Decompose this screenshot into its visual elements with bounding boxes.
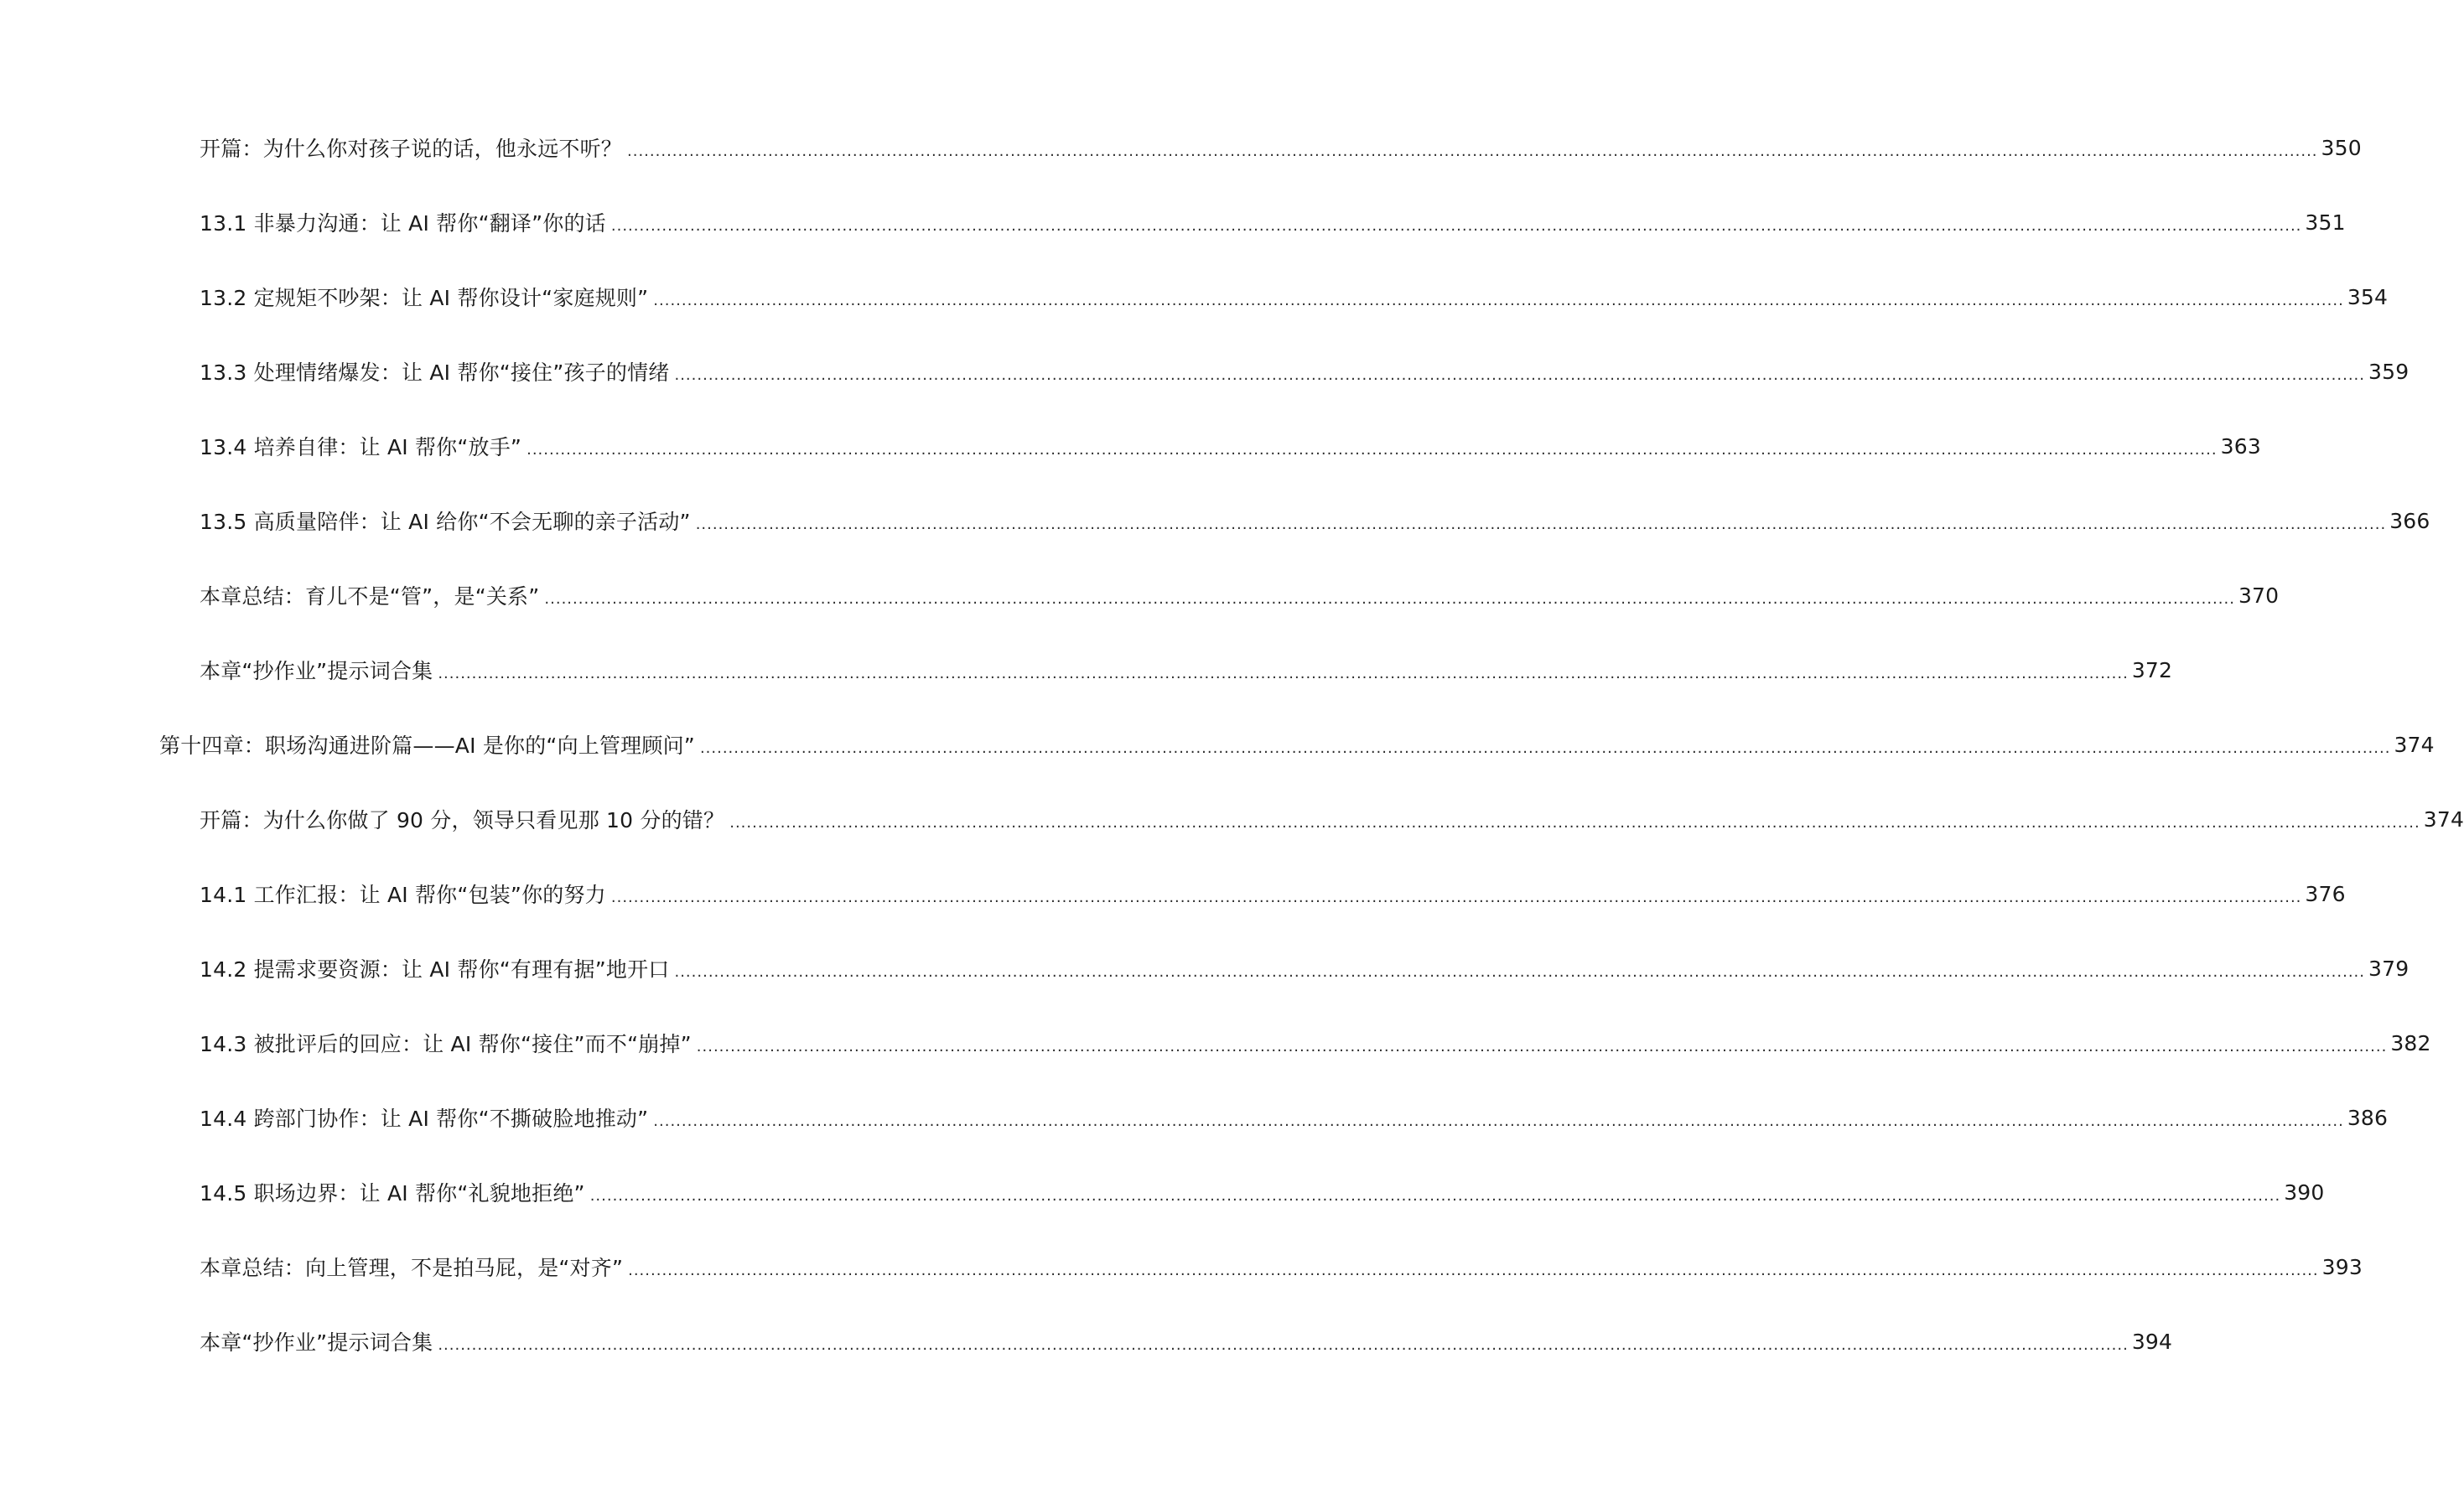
dot-leader: ............................................................................................................................................................................................................................................................................................................ [699,739,2391,757]
toc-section-entry[interactable] [200,278,2389,315]
toc-section-entry[interactable] [200,950,2410,987]
toc-entry-title: 13.3 处理情绪爆发：让 AI 帮你“接住”孩子的情绪 [200,360,670,385]
dot-leader: ............................................................................................................................................................................................................................................................................................................ [438,664,2129,682]
toc-page-number: 382 [2390,1030,2431,1055]
toc-section-entry[interactable] [200,875,2346,912]
toc-page-number: 393 [2321,1254,2363,1279]
dot-leader: ............................................................................................................................................................................................................................................................................................................ [544,589,2235,608]
toc-page-number: 386 [2347,1105,2389,1130]
toc-page-number: 376 [2305,881,2346,906]
toc-section-entry[interactable] [200,353,2410,390]
toc-page-number: 394 [2131,1329,2173,1354]
dot-leader: ............................................................................................................................................................................................................................................................................................................ [627,142,2318,160]
toc-entry-title: 本章总结：育儿不是“管”，是“关系” [200,584,540,609]
toc-page-number: 374 [2394,732,2435,757]
toc-page-number: 354 [2347,284,2389,309]
toc-section-entry[interactable] [200,1024,2431,1061]
toc-entry-title: 13.1 非暴力沟通：让 AI 帮你“翻译”你的话 [200,211,606,236]
dot-leader: ............................................................................................................................................................................................................................................................................................................ [628,1261,2319,1279]
dot-leader: ............................................................................................................................................................................................................................................................................................................ [674,962,2365,981]
toc-page-number: 370 [2238,583,2280,608]
toc-section-entry[interactable] [200,651,2173,688]
dot-leader: ............................................................................................................................................................................................................................................................................................................ [438,1335,2129,1354]
toc-page-number: 350 [2321,135,2362,160]
toc-page-number: 372 [2131,657,2173,682]
toc-section-entry[interactable] [200,1323,2173,1360]
toc-section-entry[interactable] [200,1248,2363,1285]
toc-entry-title: 本章总结：向上管理，不是拍马屁，是“对齐” [200,1256,624,1280]
toc-page-number: 351 [2305,210,2346,235]
dot-leader: ............................................................................................................................................................................................................................................................................................................ [527,440,2218,459]
toc-page-number: 366 [2389,508,2430,533]
dot-leader: ............................................................................................................................................................................................................................................................................................................ [589,1186,2281,1205]
toc-entry-title: 14.1 工作汇报：让 AI 帮你“包装”你的努力 [200,883,606,907]
toc-entry-title: 13.5 高质量陪伴：让 AI 给你“不会无聊的亲子活动” [200,510,691,534]
toc-entry-title: 14.4 跨部门协作：让 AI 帮你“不撕破脸地推动” [200,1107,649,1131]
toc-entry-title: 开篇：为什么你对孩子说的话，他永远不听？ [200,137,623,161]
toc-page-number: 379 [2368,956,2410,981]
toc-section-entry[interactable] [200,801,2464,837]
toc-entry-title: 第十四章：职场沟通进阶篇——AI 是你的“向上管理顾问” [159,734,695,758]
dot-leader: ............................................................................................................................................................................................................................................................................................................ [653,291,2344,309]
toc-section-entry[interactable] [200,204,2346,241]
toc-section-entry[interactable] [200,129,2362,166]
dot-leader: ............................................................................................................................................................................................................................................................................................................ [653,1112,2344,1130]
toc-entry-title: 本章“抄作业”提示词合集 [200,659,433,683]
toc-page-number: 363 [2220,433,2261,459]
toc-section-entry[interactable] [200,1099,2389,1136]
toc-entry-title: 开篇：为什么你做了 90 分，领导只看见那 10 分的错？ [200,808,725,832]
toc-page-number: 374 [2423,806,2464,832]
dot-leader: ............................................................................................................................................................................................................................................................................................................ [695,515,2387,533]
toc-entry-title: 本章“抄作业”提示词合集 [200,1330,433,1355]
toc-entry-title: 13.4 培养自律：让 AI 帮你“放手” [200,435,522,459]
dot-leader: ............................................................................................................................................................................................................................................................................................................ [729,813,2420,832]
dot-leader: ............................................................................................................................................................................................................................................................................................................ [610,216,2302,235]
dot-leader: ............................................................................................................................................................................................................................................................................................................ [610,888,2302,906]
toc-entry-title: 14.5 职场边界：让 AI 帮你“礼貌地拒绝” [200,1181,585,1206]
toc-section-entry[interactable] [200,428,2261,464]
toc-chapter-entry[interactable] [159,726,2435,763]
dot-leader: ............................................................................................................................................................................................................................................................................................................ [696,1037,2388,1055]
toc-entry-title: 14.2 提需求要资源：让 AI 帮你“有理有据”地开口 [200,957,670,982]
toc-section-entry[interactable] [200,1174,2325,1211]
dot-leader: ............................................................................................................................................................................................................................................................................................................ [674,366,2365,384]
toc-page-number: 390 [2284,1180,2325,1205]
toc-section-entry[interactable] [200,577,2280,614]
toc-page-number: 359 [2368,359,2410,384]
toc-entry-title: 14.3 被批评后的回应：让 AI 帮你“接住”而不“崩掉” [200,1032,692,1056]
toc-section-entry[interactable] [200,502,2430,539]
toc-entry-title: 13.2 定规矩不吵架：让 AI 帮你设计“家庭规则” [200,286,649,310]
